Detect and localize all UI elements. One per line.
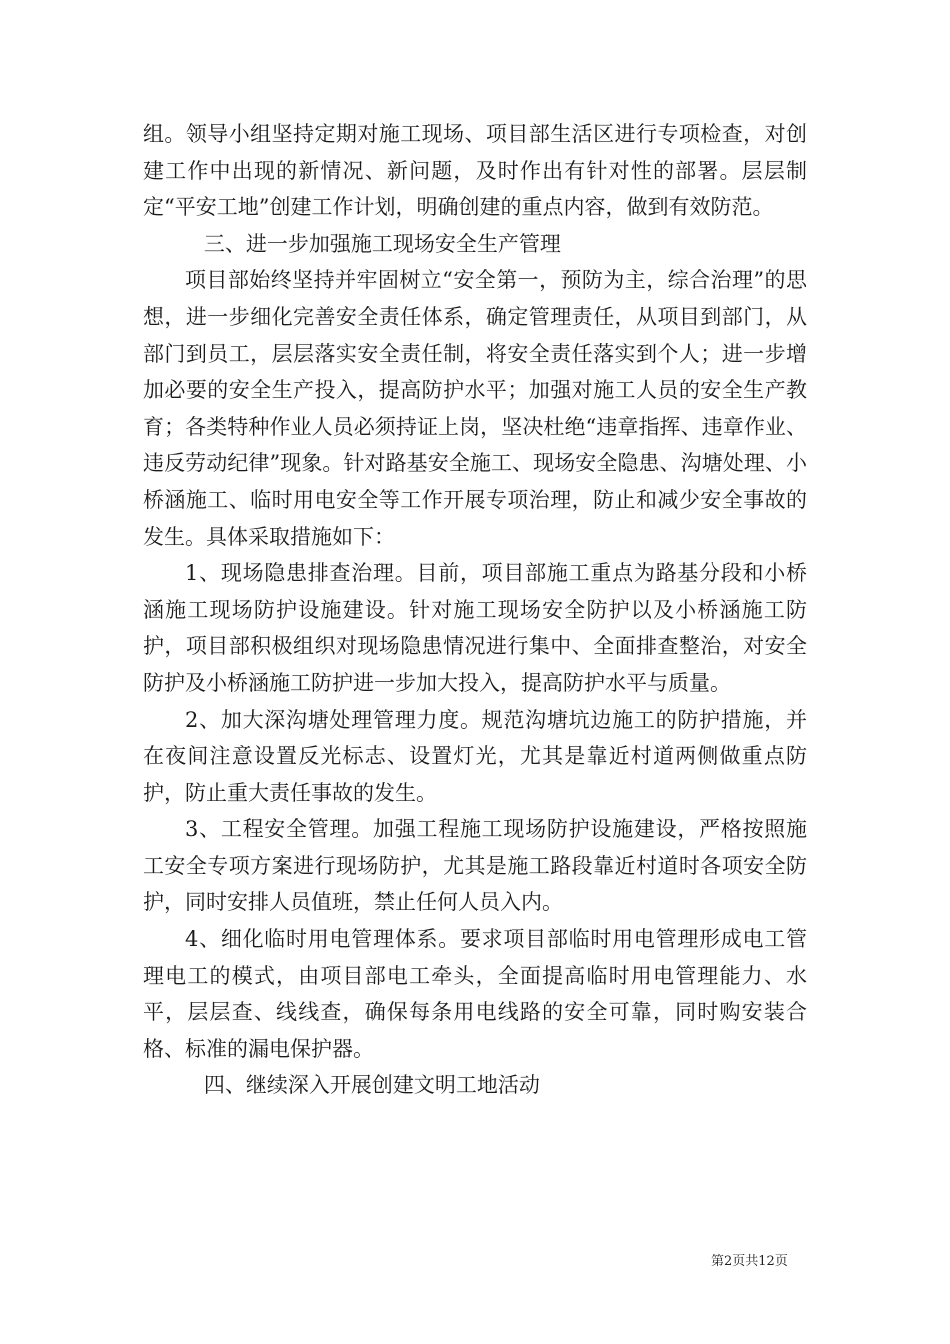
paragraph-intro-continuation: 组。领导小组坚持定期对施工现场、项目部生活区进行专项检查，对创建工作中出现的新情况、新问题，及时作出有针对性的部署。层层制定“平安工地”创建工作计划，明确创建的重点内容，做到有效防范。 [143,122,807,220]
page-number-footer: 第2页共12页 [711,1254,788,1269]
paragraph-safety-management: 项目部始终坚持并牢固树立“安全第一，预防为主，综合治理”的思想，进一步细化完善安全责任体系，确定管理责任，从项目到部门，从部门到员工，层层落实安全责任制，将安全责任落实到个人；进一步增加必要的安全生产投入，提高防护水平；加强对施工人员的安全生产教育；各类特种作业人员必须持证上岗，坚决杜绝“违章指挥、违章作业、违反劳动纪律”现象。针对路基安全施工、现场安全隐患、沟塘处理、小桥涵施工、临时用电安全等工作开展专项治理，防止和减少安全事故的发生。具体采取措施如下： [143,268,807,549]
section-heading-3: 三、进一步加强施工现场安全生产管理 [203,231,561,256]
paragraph-measure-2: 2、加大深沟塘处理管理力度。规范沟塘坑边施工的防护措施，并在夜间注意设置反光标志、设置灯光，尤其是靠近村道两侧做重点防护，防止重大责任事故的发生。 [143,707,807,805]
paragraph-measure-1: 1、现场隐患排查治理。目前，项目部施工重点为路基分段和小桥涵施工现场防护设施建设。针对施工现场安全防护以及小桥涵施工防护，项目部积极组织对现场隐患情况进行集中、全面排查整治，对安全防护及小桥涵施工防护进一步加大投入，提高防护水平与质量。 [143,561,807,695]
paragraph-measure-3: 3、工程安全管理。加强工程施工现场防护设施建设，严格按照施工安全专项方案进行现场防护，尤其是施工路段靠近村道时各项安全防护，同时安排人员值班，禁止任何人员入内。 [143,817,807,915]
section-heading-4: 四、继续深入开展创建文明工地活动 [203,1073,540,1098]
document-body [143,116,807,1104]
paragraph-measure-4: 4、细化临时用电管理体系。要求项目部临时用电管理形成电工管理电工的模式，由项目部电工牵头，全面提高临时用电管理能力、水平，层层查、线线查，确保每条用电线路的安全可靠，同时购安装合格、标准的漏电保护器。 [143,927,807,1061]
